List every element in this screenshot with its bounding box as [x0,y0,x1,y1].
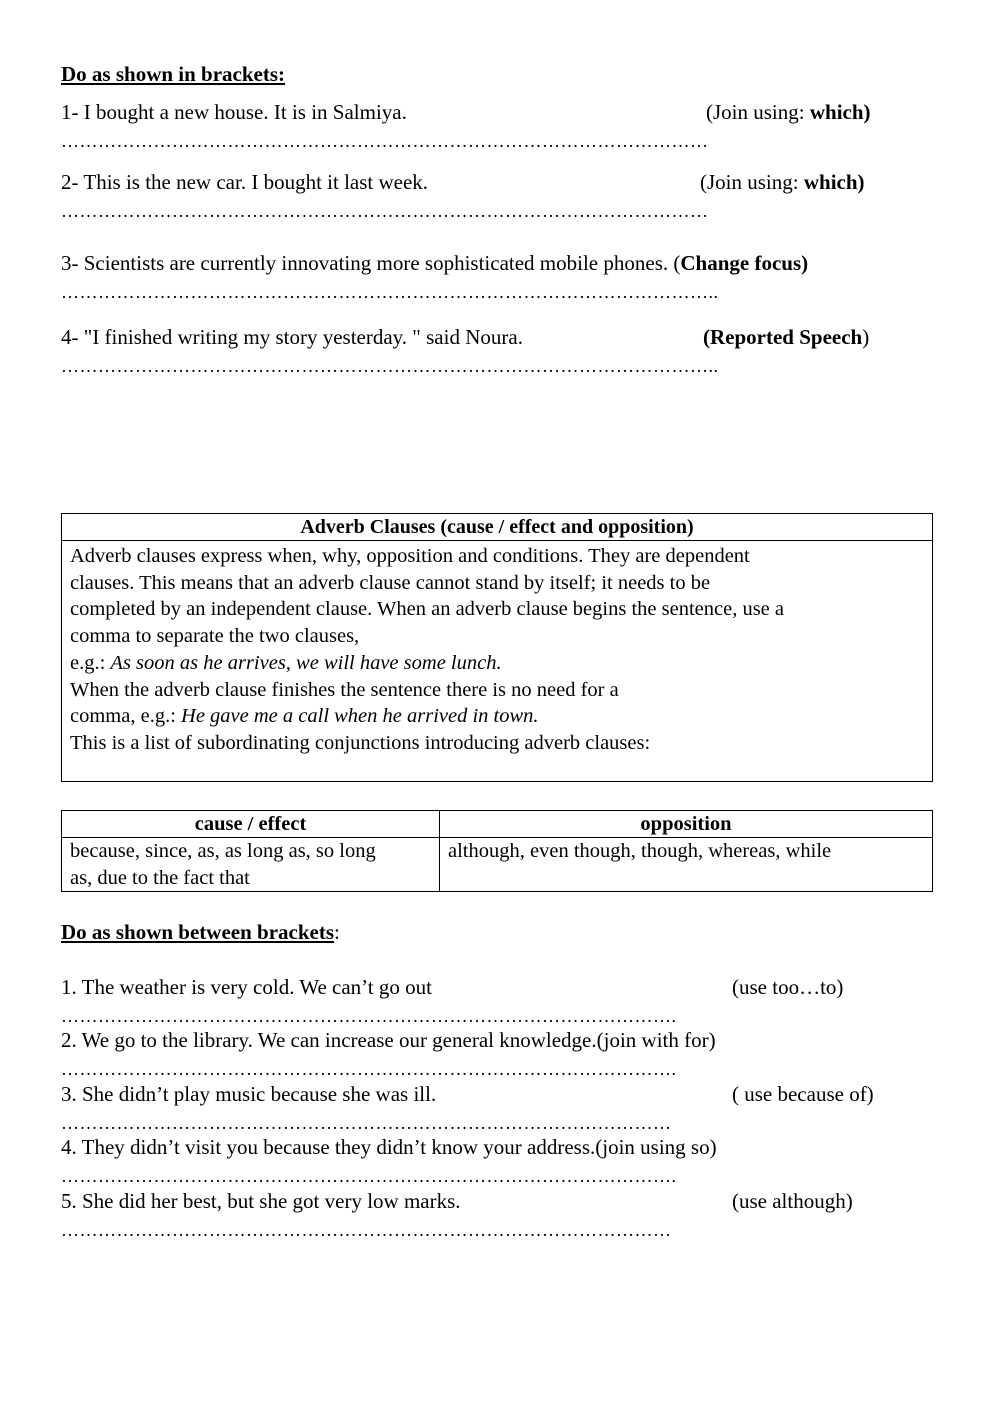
answer2-line-1[interactable]: ………………………………………………………………………………………. [61,1006,677,1026]
exercise-item-3: 3- Scientists are currently innovating more sophisticated mobile phones. (Change focus) [61,251,809,275]
box-body [62,541,932,757]
answer-line-2[interactable]: …………………………………………………………………………………………… [61,201,709,221]
exercise2-instruction-5: (use although) [732,1189,853,1213]
answer2-line-2[interactable]: ………………………………………………………………………………………. [61,1059,677,1079]
example-2: comma, e.g.: He gave me a call when he arrived in town. [70,705,539,728]
box-line: completed by an independent clause. When an adverb clause begins the sentence, use a [70,598,784,621]
answer2-line-4[interactable]: ………………………………………………………………………………………. [61,1166,677,1186]
exercise2-item-4: 4. They didn’t visit you because they didn’t know your address.(join using so) [61,1135,717,1159]
exercise-instruction-4: (Reported Speech) [703,325,870,349]
exercise2-instruction-1: (use too…to) [732,975,844,999]
table-header-cause: cause / effect [62,811,440,838]
box-title: Adverb Clauses (cause / effect and opposition) [62,514,932,541]
conjunctions-table [61,810,933,892]
box-line: This is a list of subordinating conjunctions introducing adverb clauses: [70,731,651,754]
exercise2-item-2: 2. We go to the library. We can increase our general knowledge.(join with for) [61,1028,716,1052]
table-header-opposition: opposition [440,811,933,838]
table-row [62,838,933,892]
answer2-line-5[interactable]: ……………………………………………………………………………………… [61,1220,672,1240]
exercise-instruction-1: (Join using: which) [706,100,871,124]
section2-heading: Do as shown between brackets: [61,920,340,944]
answer-line-4[interactable]: …………………………………………………………………………………………….. [61,356,719,376]
exercise-item-4: 4- "I finished writing my story yesterday. " said Noura. [61,325,523,349]
cause-cell: because, since, as, as long as, so long as, due to the fact that [62,838,440,892]
section1-heading: Do as shown in brackets: [61,62,286,86]
exercise-item-1: 1- I bought a new house. It is in Salmiya. [61,100,407,124]
answer-line-1[interactable]: …………………………………………………………………………………………… [61,131,709,151]
exercise2-instruction-3: ( use because of) [732,1082,874,1106]
box-line: comma to separate the two clauses, [70,625,360,648]
box-line: Adverb clauses express when, why, opposition and conditions. They are dependent [70,545,750,567]
example-1: e.g.: As soon as he arrives, we will have some lunch. [70,651,502,674]
opposition-cell: although, even though, though, whereas, while [440,838,933,892]
exercise2-item-1: 1. The weather is very cold. We can’t go out [61,975,432,999]
exercise2-item-3: 3. She didn’t play music because she was ill. [61,1082,437,1106]
answer2-line-3[interactable]: ……………………………………………………………………………………… [61,1113,672,1133]
exercise-instruction-2: (Join using: which) [700,170,865,194]
answer-line-3[interactable]: …………………………………………………………………………………………….. [61,282,719,302]
exercise2-item-5: 5. She did her best, but she got very low marks. [61,1189,461,1213]
box-line: When the adverb clause finishes the sentence there is no need for a [70,678,619,701]
exercise-item-2: 2- This is the new car. I bought it last week. [61,170,429,194]
adverb-clauses-box [61,513,933,782]
box-line: clauses. This means that an adverb clause cannot stand by itself; it needs to be [70,571,711,594]
